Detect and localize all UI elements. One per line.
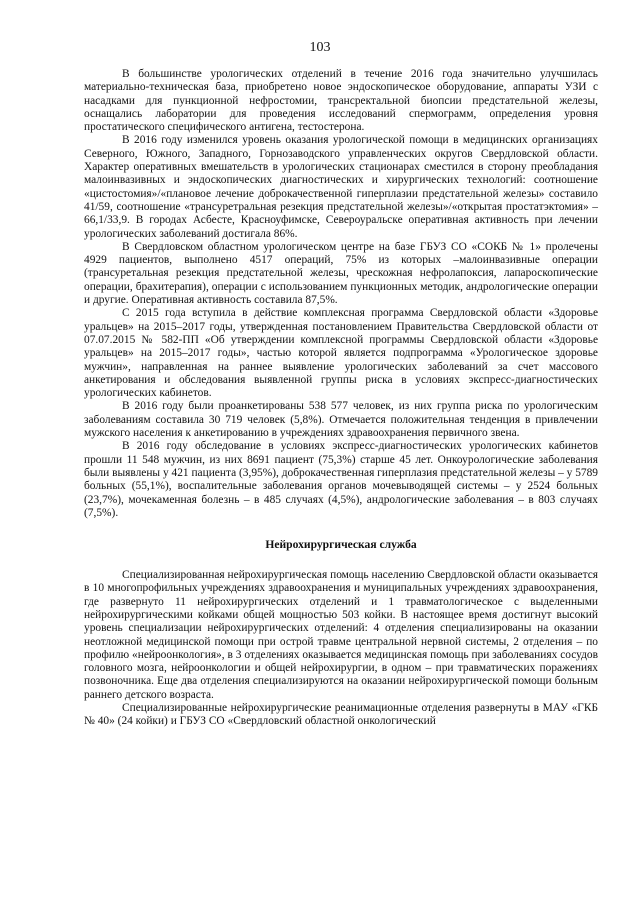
section-heading: Нейрохирургическая служба — [265, 538, 417, 552]
paragraph: Специализированная нейрохирургическая помощь населению Свердловской области оказывается в 10 многопрофильных учреждениях здравоохранения и муниципальных учреждениях здравоохранения, где развернуто 11 нейрохирургических отделений и 1 травматологическое с выделенными нейрохирургическими койками общей мощностью 503 койки. В настоящее время достигнут высокий уровень специализации нейрохирургических отделений: 4 отделения специализированы на оказании неотложной медицинской помощи при острой травме центральной нервной системы, 2 отделения – по профилю «нейроонкология», в 3 отделениях оказывается медицинская помощь при заболеваниях сосудов головного мозга, нейроонкологии и общей нейрохирургии, в одном – при травматических поражениях позвоночника. Еще два отделения специализируются на оказании нейрохирургической помощи больным раннего детского возраста. — [84, 569, 598, 701]
paragraph: В Свердловском областном урологическом центре на базе ГБУЗ СО «СОКБ № 1» пролечены 4929 пациентов, выполнено 4517 операций, 75% из которых –малоинвазивные операции (трансуретальная резекция предстательной железы, чрескожная нефролапоксия, лапароскопические операции, брахитерапия), операции с использованием пункционных методик, андрологические операции и другие. Оперативная активность составила 87,5%. — [84, 240, 598, 307]
paragraph: В 2016 году обследование в условиях экспресс-диагностических урологических кабинетов прошли 11 548 мужчин, из них 8691 пациент (75,3%) старше 45 лет. Онкоурологические заболевания были выявлены у 421 пациента (3,95%), доброкачественная гиперплазия предстательной железы – у 5789 больных (55,1%), воспалительные заболевания органов мочевыводящей системы – у 2524 больных (23,7%), мочекаменная болезнь – в 485 случаях (4,5%), андрологические заболевания – в 803 случаях (7,5%). — [84, 440, 598, 519]
paragraph: Специализированные нейрохирургические реанимационные отделения развернуты в МАУ «ГКБ № 40» (24 койки) и ГБУЗ СО «Свердловский областной онкологический — [84, 702, 598, 728]
paragraph: С 2015 года вступила в действие комплексная программа Свердловской области «Здоровье уральцев» на 2015–2017 годы, утвержденная постановлением Правительства Свердловской области от 07.07.2015 № 582-ПП «Об утверждении комплексной программы Свердловской области «Здоровье уральцев» на 2015–2017 годы», частью которой является подпрограмма «Урологическое здоровье мужчин», направленная на раннее выявление урологических заболеваний за счет массового анкетирования и обследования выявленной группы риска в условиях экспресс-диагностических урологических кабинетов. — [84, 307, 598, 400]
paragraph: В 2016 году изменился уровень оказания урологической помощи в медицинских организациях Северного, Южного, Западного, Горнозаводского управленческих округов Свердловской области. Характер оперативных вмешательств в урологических стационарах сместился в сторону преобладания малоинвазивных и эндоскопических диагностических и хирургических технологий: соотношение «цистостомия»/«плановое лечение доброкачественной гиперплазии предстательной железы» составило 41/59, соотношение «трансуретральная резекция предстательной железы»/«открытая простатэктомия» – 66,1/33,9. В городах Асбесте, Красноуфимске, Североуральске оперативная активность при лечении урологических заболеваний достигала 86%. — [84, 134, 598, 240]
paragraph: В 2016 году были проанкетированы 538 577 человек, из них группа риска по урологическим заболеваниям составила 30 719 человек (5,8%). Отмечается положительная тенденция в привлечении мужского населения к анкетированию в учреждениях здравоохранения первичного звена. — [84, 400, 598, 440]
page-body — [84, 68, 598, 729]
paragraph: В большинстве урологических отделений в течение 2016 года значительно улучшилась материально-техническая база, приобретено новое эндоскопическое оборудование, аппараты УЗИ с насадками для пункционной нефростомии, трансректальной биопсии предстательной железы, оснащались лаборатории для проведения исследований спермограмм, определения уровня простатического специфического антигена, тестостерона. — [84, 68, 598, 134]
page-number: 103 — [309, 40, 331, 55]
